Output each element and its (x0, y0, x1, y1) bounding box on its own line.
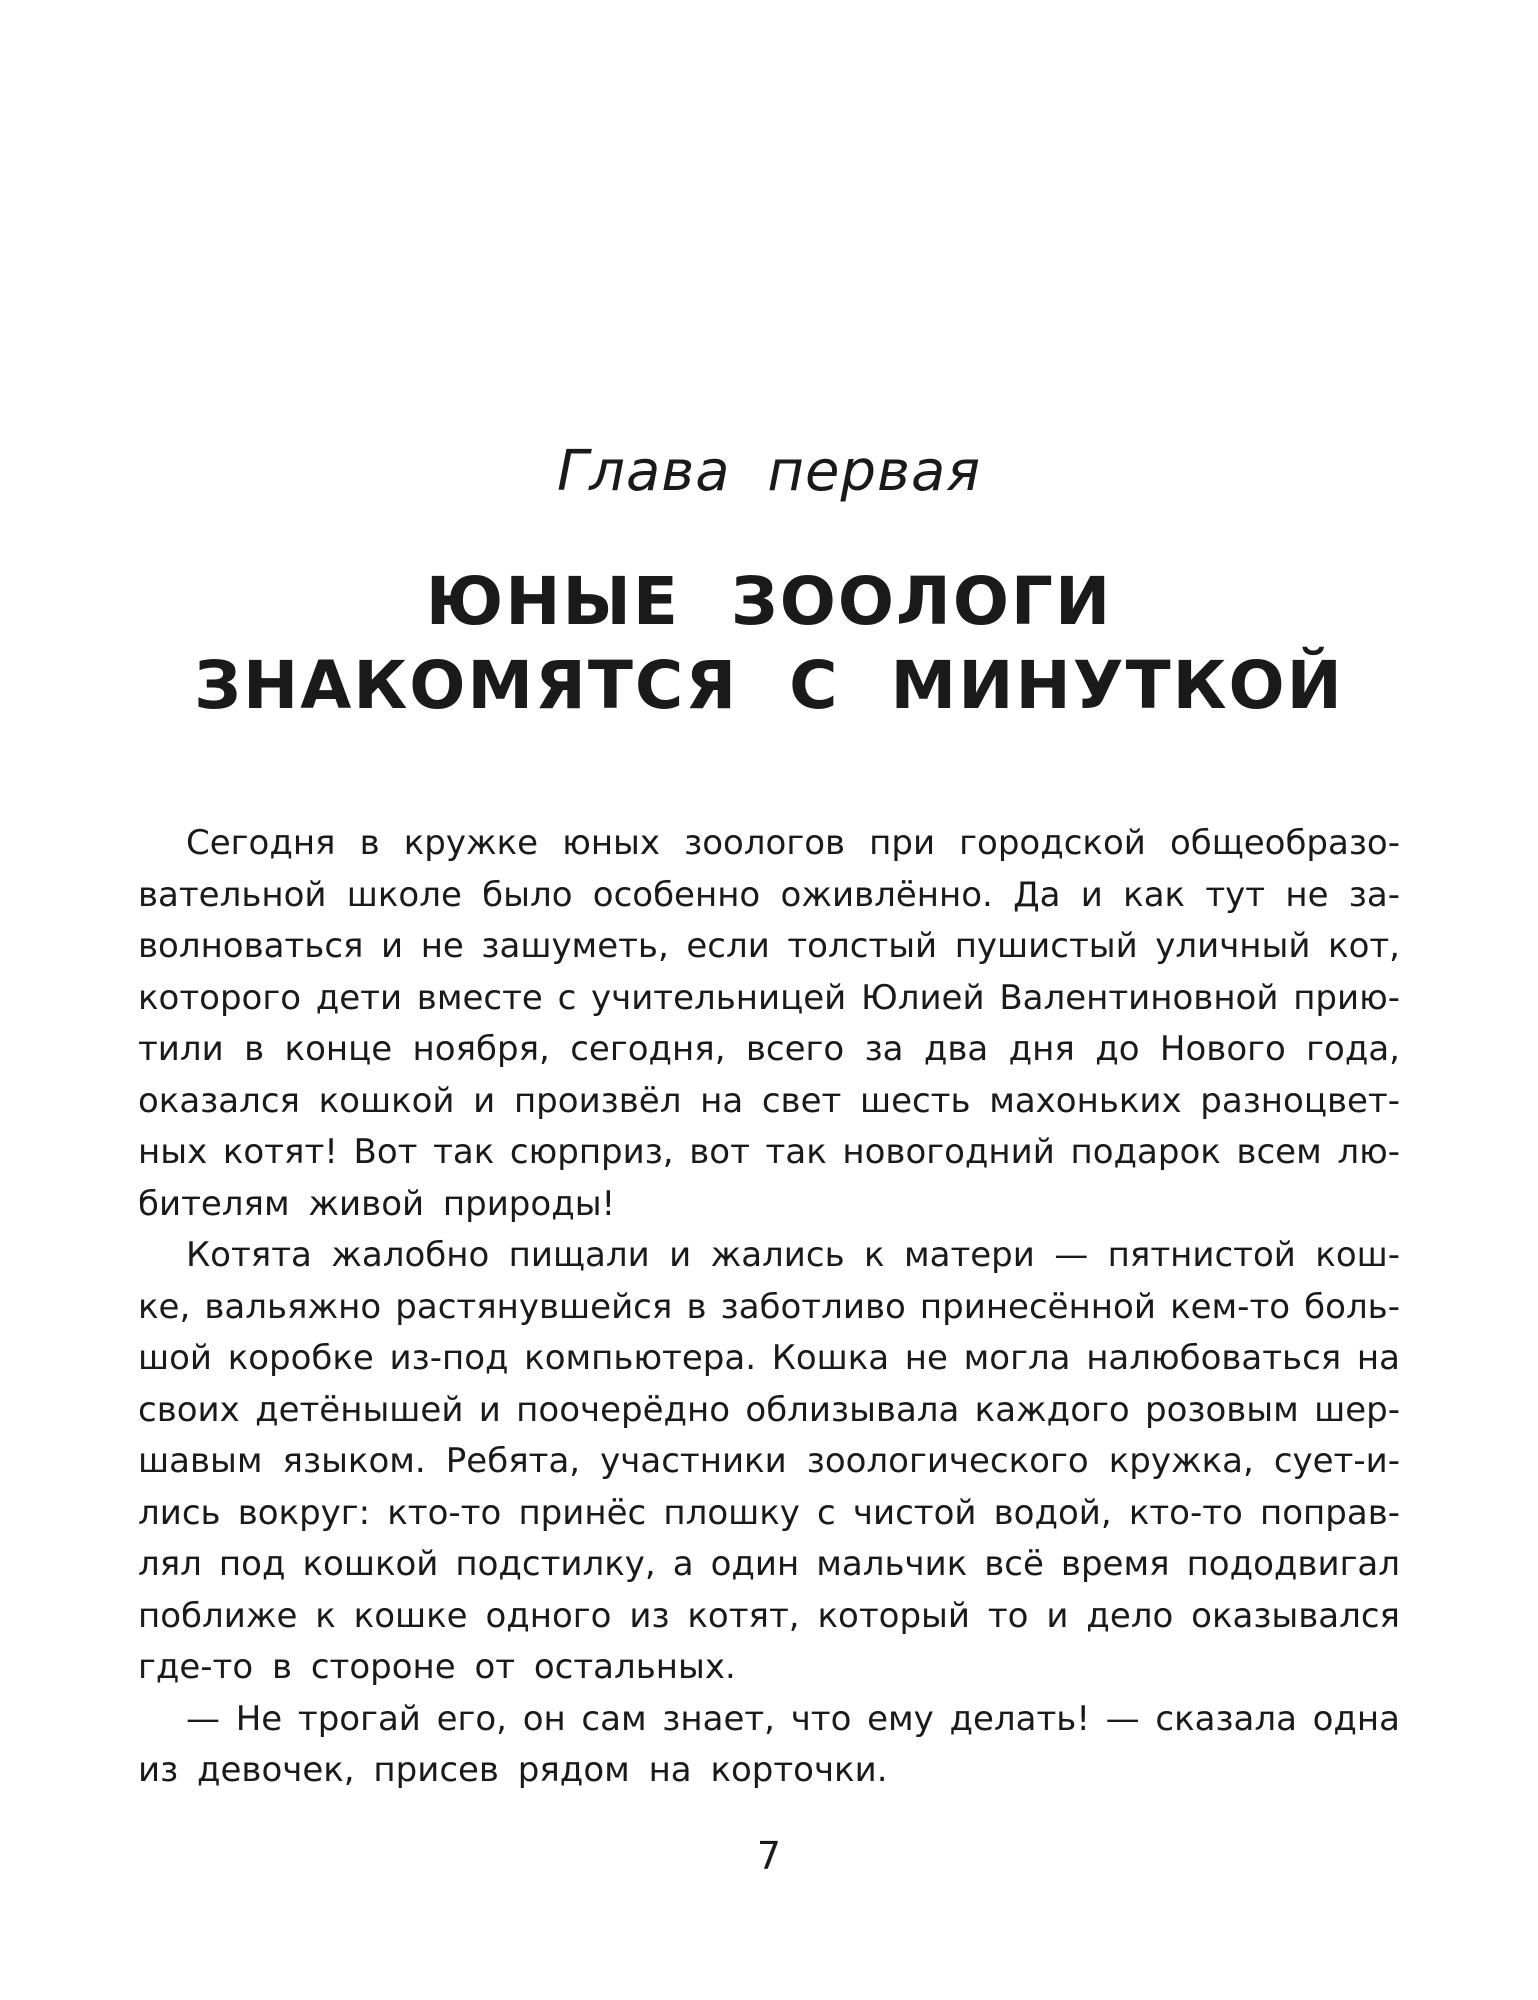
chapter-title (0, 560, 1538, 728)
page-number: 7 (756, 1834, 782, 1878)
text-line: лись вокруг: кто-то принёс плошку с чистой водой, кто-то поправ- (138, 1492, 1400, 1533)
text-line: своих детёнышей и поочерёдно облизывала каждого розовым шер- (138, 1389, 1400, 1430)
text-line: шой коробке из-под компьютера. Кошка не могла налюбоваться на (138, 1338, 1400, 1378)
text-line: шавым языком. Ребята, участники зоологического кружка, сует-и- (138, 1441, 1400, 1481)
chapter-label: Глава первая (556, 439, 982, 504)
text-line: ных котят! Вот так сюрприз, вот так новогодний подарок всем лю- (138, 1132, 1400, 1172)
text-line: волноваться и не зашуметь, если толстый пушистый уличный кот, (138, 926, 1400, 966)
body-text (138, 818, 1400, 1797)
text-line: которого дети вместе с учительницей Юлией Валентиновной прию- (138, 977, 1400, 1018)
text-line: лял под кошкой подстилку, а один мальчик всё время пододвигал (138, 1544, 1400, 1584)
text-line: из девочек, присев рядом на корточки. (138, 1750, 888, 1790)
text-line: поближе к кошке одного из котят, который то и дело оказывался (138, 1595, 1400, 1636)
text-line: оказался кошкой и произвёл на свет шесть махоньких разноцвет- (138, 1080, 1400, 1121)
text-line: Котята жалобно пищали и жались к матери — пятнистой кош- (186, 1235, 1400, 1275)
text-line: тили в конце ноября, сегодня, всего за два дня до Нового года, (138, 1029, 1400, 1069)
text-line: вательной школе было особенно оживлённо. Да и как тут не за- (138, 874, 1400, 915)
text-line: бителям живой природы! (138, 1183, 616, 1224)
text-line: — Не трогай его, он сам знает, что ему делать! — сказала одна (186, 1698, 1400, 1739)
chapter-title-line-1: ЮНЫЕ ЗООЛОГИ (425, 563, 1113, 640)
text-line: где-то в стороне от остальных. (138, 1647, 736, 1687)
text-line: Сегодня в кружке юных зоологов при городской общеобразо- (186, 823, 1400, 863)
text-line: ке, вальяжно растянувшейся в заботливо принесённой кем-то боль- (138, 1286, 1400, 1327)
chapter-title-line-2: ЗНАКОМЯТСЯ С МИНУТКОЙ (194, 647, 1344, 724)
